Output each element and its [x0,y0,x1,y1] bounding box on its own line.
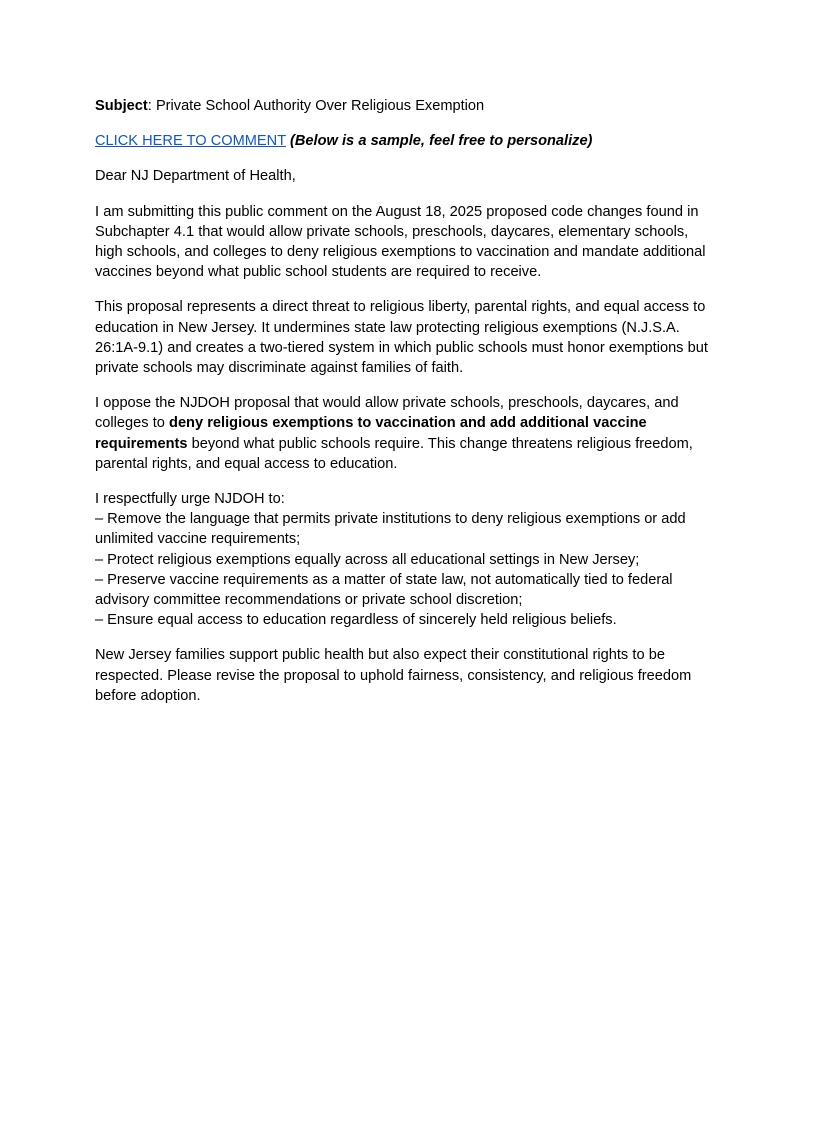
request-item: – Protect religious exemptions equally across all educational settings in New Jersey; [95,551,640,568]
subject-value: Private School Authority Over Religious Exemption [155,98,485,114]
request-item: – Remove the language that permits private institutions to deny religious exemptions or add unlimited vaccine requirements; [95,511,686,548]
subject-label: Subject [95,98,148,114]
request-item: – Ensure equal access to education regardless of sincerely held religious beliefs. [95,612,617,629]
paragraph-proposed-code-changes: I am submitting this public comment on the August 18, 2025 proposed code changes found in Subchapter 4.1 that would allow private schools, preschools, daycares, elementary schools, high schools, and colleges to deny religious exemptions to vaccination and mandate additional vaccines beyond what public school students are required to receive. [95,203,706,281]
request-item: – Preserve vaccine requirements as a matter of state law, not automatically tied to federal advisory committee recommendations or private school discretion; [95,571,673,609]
requests-intro: I respectfully urge NJDOH to: [95,491,285,508]
personalize-note: (Below is a sample, feel free to personalize) [290,133,593,150]
opposition-emphasis: deny religious exemptions to vaccination and add additional vaccine requirements [95,415,647,452]
document-body [95,96,713,706]
paragraph-opposition [95,393,713,474]
paragraph-threat-to-liberty: This proposal represents a direct threat to religious liberty, parental rights, and equal access to education in New Jersey. It undermines state law protecting religious exemptions (N.J.S.A. 26:1A-9.1) and creates a two-tiered system in which public schools must honor exemptions but private schools may discriminate against families of faith. [95,299,708,377]
salutation: Dear NJ Department of Health, [95,168,296,185]
subject-separator: : [147,98,156,114]
click-here-to-comment-link[interactable]: CLICK HERE TO COMMENT [95,133,286,150]
opposition-text-part-2: beyond what public schools require. This change threatens religious freedom, parental rights, and equal access to education. [95,435,693,472]
closing-paragraph: New Jersey families support public health but also expect their constitutional rights to be respected. Please revise the proposal to uphold fairness, consistency, and religious freedom before adoption. [95,647,692,704]
call-to-action-line [95,131,713,151]
requests-block [95,489,713,630]
opposition-text-part-1: I oppose the NJDOH proposal that would allow private schools, preschools, daycares, and colleges to [95,395,679,432]
subject-line [95,96,713,116]
